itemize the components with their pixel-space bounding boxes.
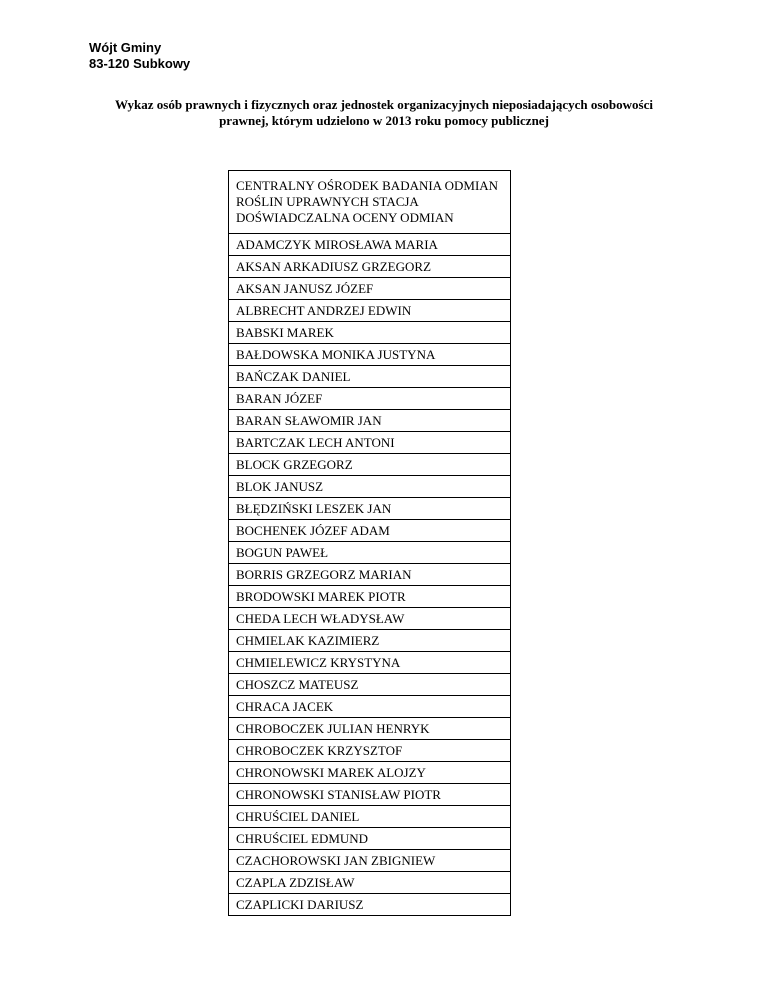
recipient-name-cell: BRODOWSKI MAREK PIOTR — [229, 586, 511, 608]
recipient-name-cell: CHMIELAK KAZIMIERZ — [229, 630, 511, 652]
recipient-name-cell: ADAMCZYK MIROSŁAWA MARIA — [229, 234, 511, 256]
recipient-name-cell: BORRIS GRZEGORZ MARIAN — [229, 564, 511, 586]
recipient-name-cell: AKSAN ARKADIUSZ GRZEGORZ — [229, 256, 511, 278]
recipient-name-cell: BARAN JÓZEF — [229, 388, 511, 410]
recipient-name-cell: CZACHOROWSKI JAN ZBIGNIEW — [229, 850, 511, 872]
recipient-name-cell: CHRACA JACEK — [229, 696, 511, 718]
issuer-address: 83-120 Subkowy — [89, 56, 191, 71]
recipient-name-cell: BLOK JANUSZ — [229, 476, 511, 498]
recipient-name-cell: CZAPLICKI DARIUSZ — [229, 894, 511, 916]
document-title-line-2: prawnej, którym udzielono w 2013 roku pomocy publicznej — [219, 113, 549, 128]
table-row — [229, 872, 511, 894]
recipient-name-cell: BOCHENEK JÓZEF ADAM — [229, 520, 511, 542]
recipient-name-cell: CHRUŚCIEL EDMUND — [229, 828, 511, 850]
recipient-name-cell: CZAPLA ZDZISŁAW — [229, 872, 511, 894]
document-title — [60, 97, 708, 129]
document-title-line-1: Wykaz osób prawnych i fizycznych oraz jednostek organizacyjnych nieposiadających osobowości — [115, 97, 653, 112]
recipient-name-cell: CHMIELEWICZ KRYSTYNA — [229, 652, 511, 674]
recipient-name-cell: CHROBOCZEK KRZYSZTOF — [229, 740, 511, 762]
table-row — [229, 410, 511, 432]
table-row — [229, 718, 511, 740]
table-row — [229, 476, 511, 498]
table-row — [229, 454, 511, 476]
table-row — [229, 696, 511, 718]
table-row — [229, 784, 511, 806]
issuer-name: Wójt Gminy — [89, 40, 162, 55]
recipient-name-cell: BŁĘDZIŃSKI LESZEK JAN — [229, 498, 511, 520]
recipient-name-cell: BLOCK GRZEGORZ — [229, 454, 511, 476]
table-row — [229, 322, 511, 344]
table-row — [229, 652, 511, 674]
table-row — [229, 300, 511, 322]
table-row — [229, 850, 511, 872]
recipient-name-cell: CHROBOCZEK JULIAN HENRYK — [229, 718, 511, 740]
table-row — [229, 366, 511, 388]
table-row — [229, 432, 511, 454]
table-row — [229, 564, 511, 586]
table-row — [229, 894, 511, 916]
table-row — [229, 520, 511, 542]
recipient-name-cell: BAŁDOWSKA MONIKA JUSTYNA — [229, 344, 511, 366]
table-row — [229, 234, 511, 256]
recipient-name-cell: BAŃCZAK DANIEL — [229, 366, 511, 388]
table-row — [229, 608, 511, 630]
table-row — [229, 586, 511, 608]
table-row — [229, 542, 511, 564]
recipients-table — [228, 170, 511, 916]
recipients-table-body — [229, 171, 511, 916]
recipient-name-cell: CENTRALNY OŚRODEK BADANIA ODMIAN ROŚLIN UPRAWNYCH STACJA DOŚWIADCZALNA OCENY ODMIAN — [229, 171, 511, 234]
table-row — [229, 762, 511, 784]
recipient-name-cell: CHRONOWSKI MAREK ALOJZY — [229, 762, 511, 784]
recipient-name-cell: CHRUŚCIEL DANIEL — [229, 806, 511, 828]
recipient-name-cell: AKSAN JANUSZ JÓZEF — [229, 278, 511, 300]
table-row — [229, 498, 511, 520]
table-row — [229, 806, 511, 828]
issuer-header — [89, 40, 190, 72]
recipient-name-cell: CHRONOWSKI STANISŁAW PIOTR — [229, 784, 511, 806]
recipient-name-cell: BOGUN PAWEŁ — [229, 542, 511, 564]
recipient-name-cell: BABSKI MAREK — [229, 322, 511, 344]
table-row — [229, 674, 511, 696]
table-row — [229, 828, 511, 850]
recipient-name-cell: CHEDA LECH WŁADYSŁAW — [229, 608, 511, 630]
table-row — [229, 278, 511, 300]
table-row — [229, 388, 511, 410]
recipient-name-cell: CHOSZCZ MATEUSZ — [229, 674, 511, 696]
table-row — [229, 256, 511, 278]
table-row — [229, 740, 511, 762]
table-row — [229, 630, 511, 652]
table-row — [229, 344, 511, 366]
recipient-name-cell: BARAN SŁAWOMIR JAN — [229, 410, 511, 432]
recipient-name-cell: ALBRECHT ANDRZEJ EDWIN — [229, 300, 511, 322]
table-row — [229, 171, 511, 234]
recipient-name-cell: BARTCZAK LECH ANTONI — [229, 432, 511, 454]
